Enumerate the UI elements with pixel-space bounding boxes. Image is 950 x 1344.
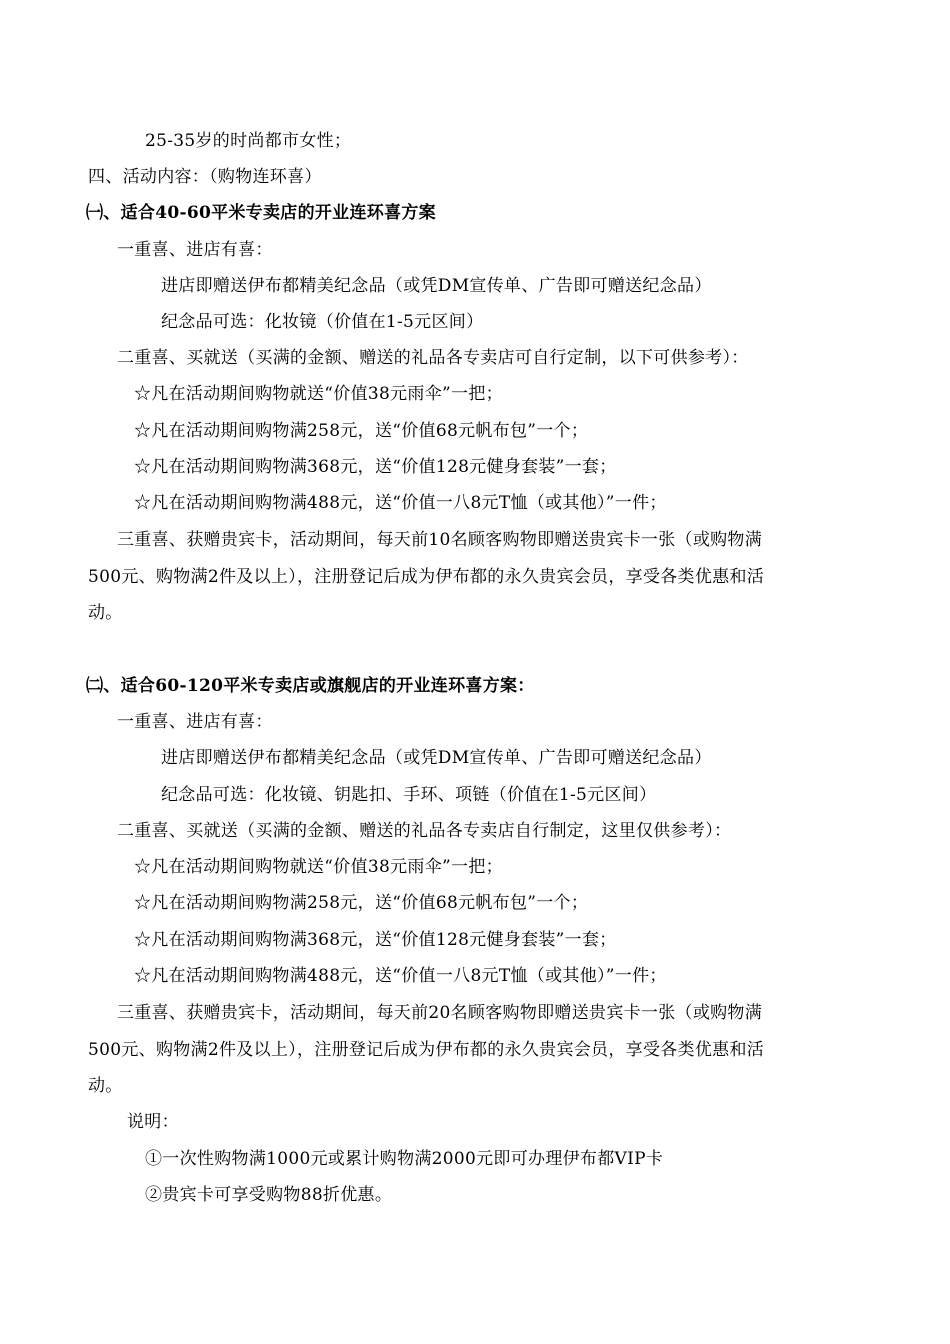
plan-a-gift1-title: 一重喜、进店有喜： xyxy=(117,240,273,260)
plan-a-offer: ☆凡在活动期间购物满368元，送“价值128元健身套装”一套； xyxy=(134,457,617,477)
plan-a-gift3-line3: 动。 xyxy=(88,603,123,623)
plan-a-offer: ☆凡在活动期间购物满258元，送“价值68元帆布包”一个； xyxy=(134,421,589,441)
note-item: ②贵宾卡可享受购物88折优惠。 xyxy=(145,1185,393,1205)
notes-title: 说明： xyxy=(127,1112,179,1132)
plan-a-title: ㈠、适合40-60平米专卖店的开业连环喜方案 xyxy=(86,203,436,223)
plan-b-gift3-line2: 500元、购物满2件及以上），注册登记后成为伊布都的永久贵宾会员，享受各类优惠和活 xyxy=(88,1040,765,1060)
plan-a-gift1-line1: 进店即赠送伊布都精美纪念品（或凭DM宣传单、广告即可赠送纪念品） xyxy=(161,276,712,296)
plan-b-gift3-line1: 三重喜、获赠贵宾卡，活动期间，每天前20名顾客购物即赠送贵宾卡一张（或购物满 xyxy=(117,1003,763,1023)
plan-a-gift3-line2: 500元、购物满2件及以上），注册登记后成为伊布都的永久贵宾会员，享受各类优惠和活 xyxy=(88,567,765,587)
section4-title: 四、活动内容：（购物连环喜） xyxy=(88,167,322,187)
plan-a-gift2-title: 二重喜、买就送（买满的金额、赠送的礼品各专卖店可自行定制，以下可供参考）： xyxy=(117,348,749,368)
plan-a-offer: ☆凡在活动期间购物就送“价值38元雨伞”一把； xyxy=(134,384,503,404)
plan-b-gift2-title: 二重喜、买就送（买满的金额、赠送的礼品各专卖店自行制定，这里仅供参考）： xyxy=(117,821,732,841)
plan-a-gift3-line1: 三重喜、获赠贵宾卡，活动期间，每天前10名顾客购物即赠送贵宾卡一张（或购物满 xyxy=(117,530,763,550)
intro-line: 25-35岁的时尚都市女性； xyxy=(145,131,352,151)
plan-b-gift3-line3: 动。 xyxy=(88,1076,123,1096)
note-item: ①一次性购物满1000元或累计购物满2000元即可办理伊布都VIP卡 xyxy=(145,1149,664,1169)
plan-b-gift1-title: 一重喜、进店有喜： xyxy=(117,712,273,732)
plan-b-offer: ☆凡在活动期间购物满258元，送“价值68元帆布包”一个； xyxy=(134,893,589,913)
plan-b-gift1-line1: 进店即赠送伊布都精美纪念品（或凭DM宣传单、广告即可赠送纪念品） xyxy=(161,748,712,768)
plan-b-title: ㈡、适合60-120平米专卖店或旗舰店的开业连环喜方案： xyxy=(86,676,535,696)
plan-b-offer: ☆凡在活动期间购物就送“价值38元雨伞”一把； xyxy=(134,857,503,877)
plan-b-offer: ☆凡在活动期间购物满368元，送“价值128元健身套装”一套； xyxy=(134,930,617,950)
plan-b-offer: ☆凡在活动期间购物满488元，送“价值一八8元T恤（或其他）”一件； xyxy=(134,966,667,986)
plan-a-offer: ☆凡在活动期间购物满488元，送“价值一八8元T恤（或其他）”一件； xyxy=(134,493,667,513)
plan-a-gift1-line2: 纪念品可选：化妆镜（价值在1-5元区间） xyxy=(161,312,484,332)
plan-b-gift1-line2: 纪念品可选：化妆镜、钥匙扣、手环、项链（价值在1-5元区间） xyxy=(161,785,657,805)
